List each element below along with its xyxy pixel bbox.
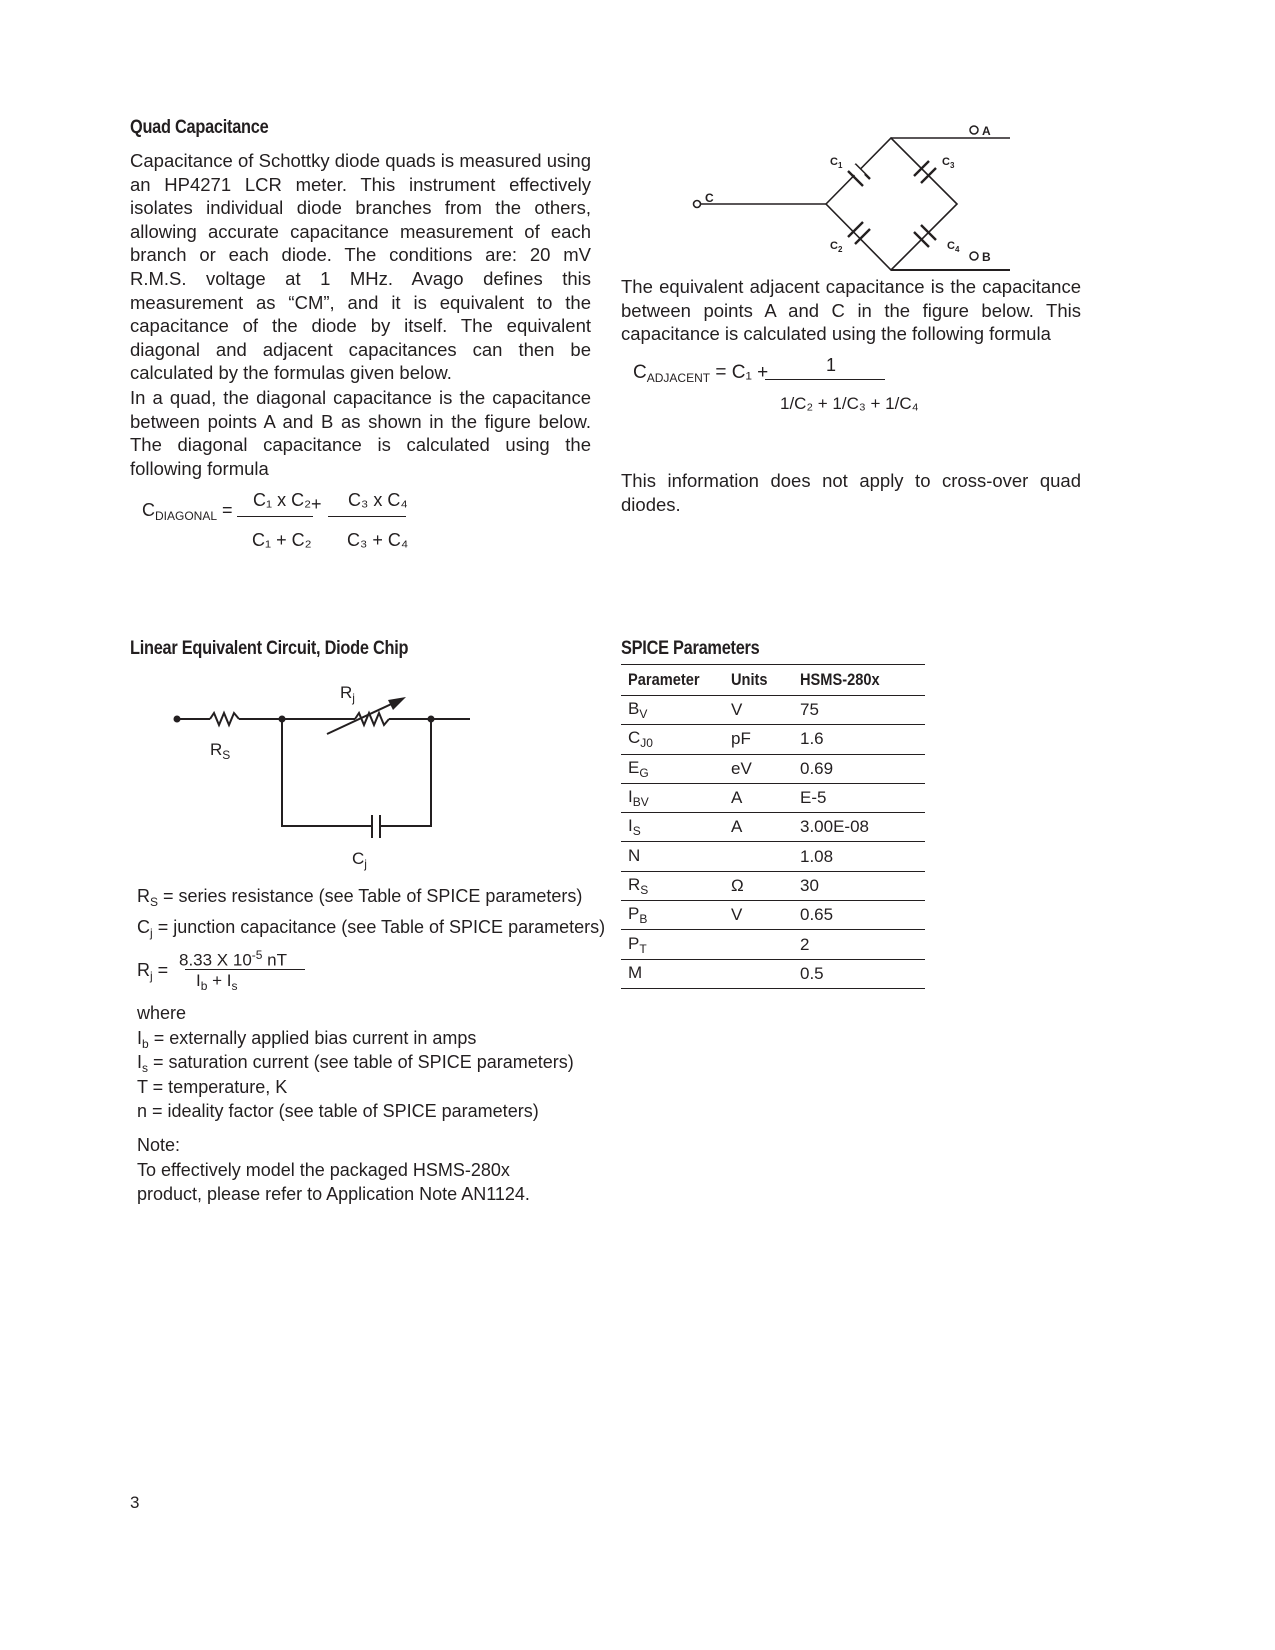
units-cell: pF <box>724 725 793 754</box>
table-row <box>621 959 925 988</box>
units-cell <box>724 959 793 988</box>
adj-num: 1 <box>826 355 837 375</box>
units-cell: Ω <box>724 871 793 900</box>
diag-lhs-sub: DIAGONAL <box>155 509 218 523</box>
ib-definition: $I_b$ = externally applied bias current in amps <box>137 1028 477 1051</box>
n-definition: n = ideality factor (see table of SPICE parameters) <box>137 1101 539 1121</box>
units-cell: A <box>724 813 793 842</box>
diag-den1: C₁ + C₂ <box>252 530 312 550</box>
diag-num2: C₃ x C₄ <box>348 490 408 510</box>
c2-label: $C_2$ <box>830 240 843 254</box>
diag-num1: C₁ x C₂ <box>253 490 312 510</box>
c3-label: $C_3$ <box>942 156 955 170</box>
table-row <box>621 783 925 812</box>
quad-paragraph-3: The equivalent adjacent capacitance is the capacitance between points A and C in the figure below. This capacitance is calculated using the following formula <box>621 276 1081 345</box>
table-row <box>621 901 925 930</box>
linear-equivalent-circuit-diagram <box>130 670 490 880</box>
t-definition: T = temperature, K <box>137 1077 288 1097</box>
param-cell: $B_V$ <box>621 696 724 725</box>
value-cell: 0.65 <box>793 901 925 930</box>
col-header-hsms: HSMS-280x <box>793 665 925 696</box>
diag-den2: C₃ + C₄ <box>347 530 409 550</box>
param-cell: $R_S$ <box>621 871 724 900</box>
rs-definition: $R_S$ = series resistance (see Table of SPICE parameters) <box>137 886 583 909</box>
value-cell: 1.08 <box>793 842 925 871</box>
value-cell: 1.6 <box>793 725 925 754</box>
page-number: 3 <box>130 1493 140 1512</box>
c4-label: $C_4$ <box>947 240 960 254</box>
col-header-units: Units <box>724 665 793 696</box>
param-cell: M <box>621 959 724 988</box>
value-cell: 0.5 <box>793 959 925 988</box>
adj-rhs: = C₁ + <box>715 362 769 383</box>
table-row <box>621 696 925 725</box>
c1-label: $C_1$ <box>830 156 843 170</box>
note-text: To effectively model the packaged HSMS-280x product, please refer to Application Note AN1124. <box>137 1160 530 1204</box>
quad-paragraph-1: Capacitance of Schottky diode quads is measured using an HP4271 LCR meter. This instrument effectively isolates individual diode branches from the others, allowing accurate capacitance measurement of each branch or each diode. The conditions are: 20 mV R.M.S. voltage at 1 MHz. Avago defines this measurement as “CM”, and it is equivalent to the capacitance of the diode by itself. The equivalent diagonal and adjacent capacitances can then be calculated by the formulas given below. <box>130 150 591 384</box>
param-cell: $C_{J0}$ <box>621 725 724 754</box>
param-cell: $I_{BV}$ <box>621 783 724 812</box>
document-page: Quad Capacitance Capacitance of Schottky diode quads is measured using an HP4271 LCR meter. This instrument effectively isolates individual diode branches from the others, allowing accurate capacitance measurement of each branch or each diode. The conditions are: 20 mV R.M.S. voltage at 1 MHz. Avago defines this measurement as “CM”, and it is equivalent to the capacitance of the diode by itself. The equivalent diagonal and adjacent capacitances can then be calculated by the formulas given below. In a quad, the diagonal capacitance is the capacitance between points A and B as shown in the figure below. The diagonal capacitance is calculated using the following formula $C_{DIAGONAL}$ = C₁ x C₂ + C₃ x C₄ C₁ + C₂ C₃ + C₄ C $C_1$ $C_3$ $C_2$ $C_4$ A B The equivalent adjacent capacitance is the capacitance between points A and C in the figure below. This capacitance is calculated using the following formula $C_{ADJACENT} = C_1$ + 1 1/C₂ + 1/C₃ + 1/C₄ This information does not apply to cross-over quad diodes. Linear Equivalent Circuit, Diode Chip $R_S$ $R_j$ $C_j$ $R_S$ = series resistance (see Table of SPICE parameters) $C_j$ = junction capacitance (see Table of SPICE parameters) $R_j$ = 8.33 X $10^{-5}$ nT $I_b + I_s$ where $I_b$ = externally applied bias current in amps $I_s$ = saturation current (see table of SPICE parameters) T = temperature, K n = ideality factor (see table of SPICE parameters) Note: To effectively model the packaged HSMS-280x product, please refer to Application Note AN1124. SPICE Parameters Parameter Units HSMS-280x $B_V$ V 75 $C_{J0}$ pF 1.6 $E_G$ eV 0.69 $I_{BV}$ A E-5 $I_S$ A 3.00E-08 N 1.08 $R_S$ Ω 30 $P_B$ V 0.65 $P_T$ 2 M 0.5 3 <box>0 0 1275 1650</box>
units-cell <box>724 930 793 959</box>
param-cell: $P_B$ <box>621 901 724 930</box>
plus: + <box>311 494 322 514</box>
adj-lhs-sub: ADJACENT <box>646 371 711 385</box>
is-definition: $I_s$ = saturation current (see table of SPICE parameters) <box>137 1052 574 1075</box>
value-cell: 3.00E-08 <box>793 813 925 842</box>
table-row <box>621 842 925 871</box>
value-cell: 0.69 <box>793 754 925 783</box>
diag-lhs: C <box>142 500 155 520</box>
spice-parameters-table <box>621 664 925 989</box>
rj-label: $R_j$ <box>340 683 355 705</box>
table-row <box>621 930 925 959</box>
param-cell: $I_S$ <box>621 813 724 842</box>
value-cell: 75 <box>793 696 925 725</box>
value-cell: 2 <box>793 930 925 959</box>
note-label: Note: <box>137 1135 181 1155</box>
adj-lhs: C <box>633 362 647 383</box>
value-cell: E-5 <box>793 783 925 812</box>
quad-paragraph-4: This information does not apply to cross-over quad diodes. <box>621 470 1081 515</box>
units-cell: eV <box>724 754 793 783</box>
table-row <box>621 813 925 842</box>
cj-label: $C_j$ <box>352 849 367 871</box>
param-cell: $E_G$ <box>621 754 724 783</box>
param-cell: $P_T$ <box>621 930 724 959</box>
param-cell: N <box>621 842 724 871</box>
units-cell: V <box>724 696 793 725</box>
quad-paragraph-2: In a quad, the diagonal capacitance is the capacitance between points A and B as shown in the figure below. The diagonal capacitance is calculated using the following formula <box>130 387 591 479</box>
adj-den: 1/C₂ + 1/C₃ + 1/C₄ <box>780 394 919 413</box>
quad-terminals <box>960 120 1000 270</box>
cj-definition: $C_j$ = junction capacitance (see Table of SPICE parameters) <box>137 917 606 940</box>
table-row <box>621 871 925 900</box>
where-label: where <box>137 1003 187 1023</box>
value-cell: 30 <box>793 871 925 900</box>
node-c-label: C <box>705 191 714 205</box>
rs-label: $R_S$ <box>210 740 231 762</box>
units-cell: A <box>724 783 793 812</box>
node-a-label: A <box>982 124 991 138</box>
table-row <box>621 725 925 754</box>
col-header-parameter: Parameter <box>621 665 724 696</box>
node-b-label: B <box>982 250 991 264</box>
table-row <box>621 754 925 783</box>
circuit-heading: Linear Equivalent Circuit, Diode Chip <box>130 638 409 659</box>
quad-capacitance-heading: Quad Capacitance <box>130 117 269 138</box>
units-cell <box>724 842 793 871</box>
units-cell: V <box>724 901 793 930</box>
spice-heading: SPICE Parameters <box>621 638 760 659</box>
